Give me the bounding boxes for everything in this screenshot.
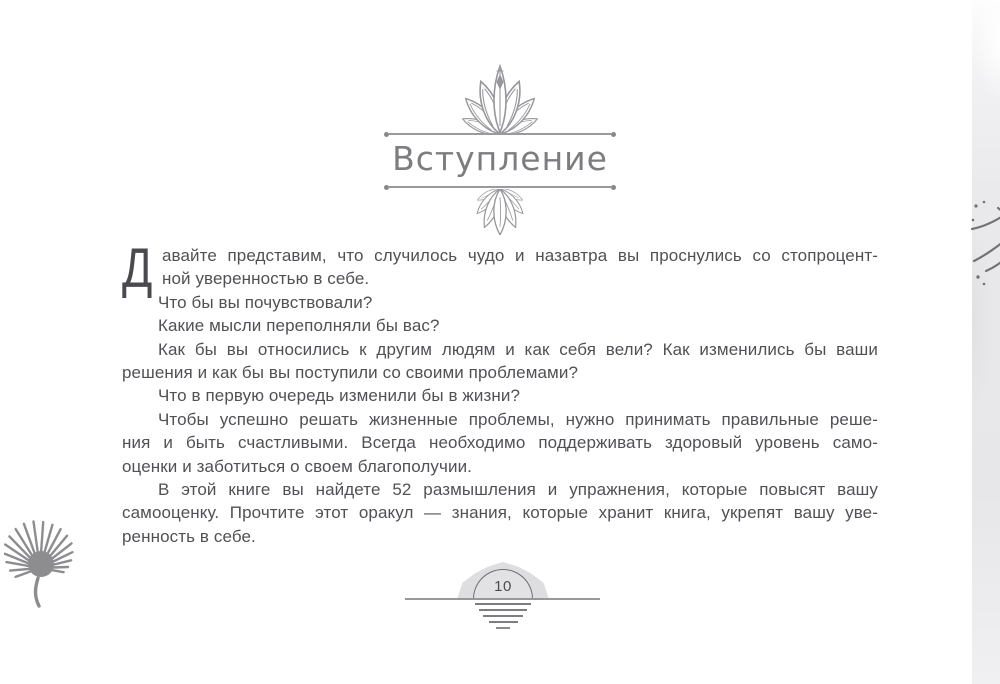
page-number: 10 (494, 578, 512, 595)
text-line: Чтобы успешно решать жизненные проблемы, нужно принимать правильные реше- (158, 409, 878, 429)
paragraph-lines (122, 236, 878, 548)
text-line: решения и как бы вы поступили со своими проблемами? (122, 362, 578, 382)
lotus-ornament-top-icon (427, 64, 573, 134)
text-line: В этой книге вы найдете 52 размышления и упражнения, которые повысят вашу (158, 479, 878, 499)
body-text-block (122, 236, 878, 548)
text-line: ренность в себе. (122, 526, 256, 546)
rule-end-dot (611, 132, 616, 137)
rule-end-dot (611, 185, 616, 190)
text-line: оценки и заботиться о своем благополучии. (122, 456, 472, 476)
text-line: ния и быть счастливыми. Всегда необходимо поддерживать здоровый уровень само- (122, 433, 878, 453)
page-edge-shading (972, 0, 1000, 684)
drop-cap: Д (122, 236, 153, 299)
sun-reflection-bars-icon (475, 603, 531, 633)
chapter-title: Вступление (392, 139, 608, 178)
twig-sketch-icon (964, 198, 1000, 293)
text-line: Какие мысли переполняли бы вас? (158, 316, 440, 336)
palm-leaf-icon (4, 498, 88, 610)
text-line: авайте представим, что случилось чудо и назавтра вы проснулись со стопроцент- (162, 246, 878, 265)
footer-rule (405, 598, 600, 600)
text-line: Что бы вы почувствовали? (158, 292, 373, 312)
text-line: самооценку. Прочтите этот оракул — знания, которые хранит книга, укрепят вашу уве- (122, 503, 878, 523)
text-line: ной уверенностью в себе. (162, 269, 370, 289)
rule-bar (389, 186, 611, 188)
lotus-ornament-bottom-icon (445, 189, 555, 235)
rule-bar (389, 133, 611, 135)
text-line: Что в первую очередь изменили бы в жизни? (158, 386, 521, 406)
text-line: Как бы вы относились к другим людям и как себя вели? Как изменились бы ваши (158, 339, 878, 359)
